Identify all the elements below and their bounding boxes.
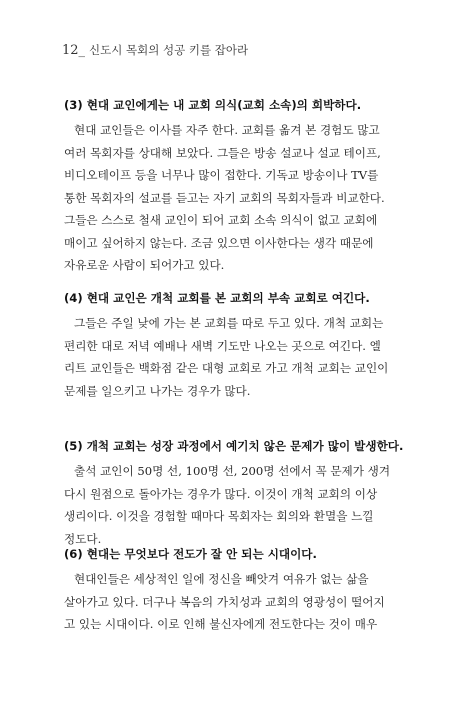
section-heading: (6) 현대는 무엇보다 전도가 잘 안 되는 시대이다. — [64, 547, 317, 561]
section-6 — [64, 545, 394, 636]
section-body — [64, 312, 394, 402]
body-line: 편리한 대로 저녁 예배나 새벽 기도만 나오는 곳으로 여긴다. 엘 — [64, 338, 381, 353]
section-heading: (4) 현대 교인은 개척 교회를 본 교회의 부속 교회로 여긴다. — [64, 291, 370, 305]
body-line: 그들은 스스로 철새 교인이 되어 교회 소속 의식이 없고 교회에 — [64, 213, 378, 227]
body-line: 리트 교인들은 백화점 같은 대형 교회로 가고 개척 교회는 교인이 — [64, 361, 389, 375]
body-line: 통한 목회자의 설교를 듣고는 자기 교회의 목회자들과 비교한다. — [64, 190, 385, 205]
body-line: 문제를 일으키고 나가는 경우가 많다. — [64, 383, 251, 398]
body-line: 현대인들은 세상적인 일에 정신을 빼앗겨 여유가 없는 삶을 — [74, 572, 369, 586]
body-line: 정도다. — [64, 531, 102, 546]
section-4 — [64, 289, 394, 402]
body-line: 비디오테이프 등을 너무나 많이 접한다. 기독교 방송이나 TV를 — [64, 168, 379, 182]
body-line: 매이고 싶어하지 않는다. 조금 있으면 이사한다는 생각 때문에 — [64, 235, 374, 250]
section-heading: (3) 현대 교인에게는 내 교회 의식(교회 소속)의 희박하다. — [64, 98, 362, 112]
body-line: 출석 교인이 50명 선, 100명 선, 200명 선에서 꼭 문제가 생겨 — [74, 464, 391, 478]
section-5 — [64, 437, 404, 550]
body-line: 다시 원점으로 돌아가는 경우가 많다. 이것이 개척 교회의 이상 — [64, 486, 378, 501]
body-line: 그들은 주일 낮에 가는 본 교회를 따로 두고 있다. 개척 교회는 — [74, 316, 384, 330]
section-3 — [64, 96, 394, 277]
body-line: 살아가고 있다. 더구나 복음의 가치성과 교회의 영광성이 떨어지 — [64, 594, 385, 609]
page-number: 12_ — [62, 43, 86, 58]
body-line: 생리이다. 이것을 경험할 때마다 목회자는 회의와 환멸을 느낄 — [64, 509, 374, 523]
body-line: 자유로운 사람이 되어가고 있다. — [64, 258, 225, 272]
running-header — [62, 42, 248, 60]
section-body — [64, 119, 394, 277]
section-heading: (5) 개척 교회는 성장 과정에서 예기치 않은 문제가 많이 발생한다. — [64, 439, 404, 453]
body-line: 고 있는 시대이다. 이로 인해 불신자에게 전도한다는 것이 매우 — [64, 617, 378, 631]
body-line: 현대 교인들은 이사를 자주 한다. 교회를 옮겨 본 경험도 많고 — [74, 123, 380, 137]
section-body — [64, 568, 394, 636]
body-line: 여러 목회자를 상대해 보았다. 그들은 방송 설교나 설교 테이프, — [64, 145, 381, 160]
book-title: 신도시 목회의 성공 키를 잡아라 — [89, 43, 249, 57]
section-body — [64, 460, 394, 550]
